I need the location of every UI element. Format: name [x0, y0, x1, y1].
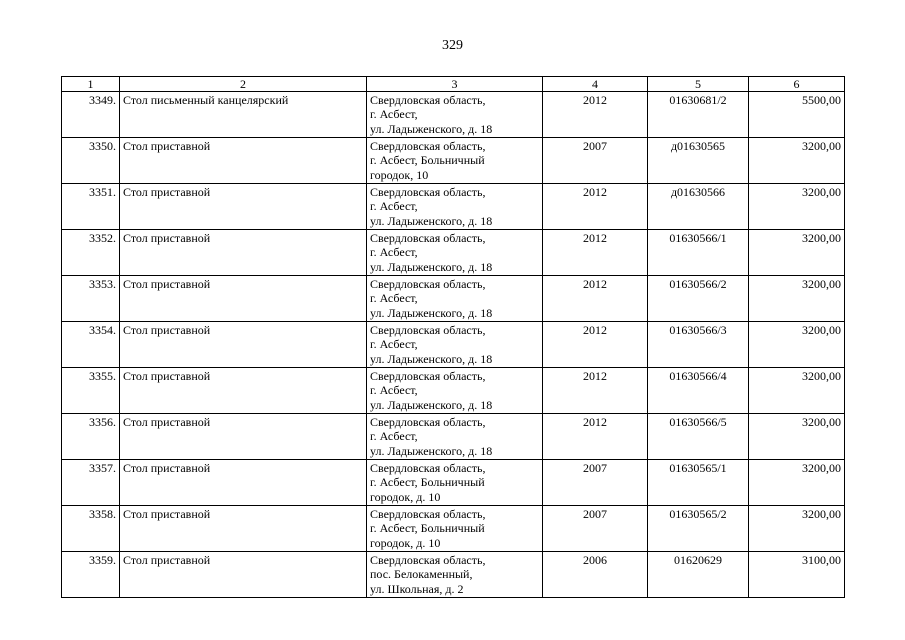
address-line: Свердловская область, [370, 369, 486, 383]
cost-cell: 3200,00 [749, 230, 845, 276]
address-line: ул. Ладыженского, д. 18 [370, 121, 493, 136]
column-header: 4 [543, 77, 648, 92]
item-name-cell: Стол приставной [120, 276, 367, 322]
address-cell [367, 184, 543, 230]
column-header: 3 [367, 77, 543, 92]
address-cell [367, 460, 543, 506]
address-line: Свердловская область, [370, 185, 486, 199]
address-line: г. Асбест, [370, 107, 418, 122]
address-line: г. Асбест, [370, 199, 418, 214]
table-row [62, 552, 845, 598]
table-row [62, 184, 845, 230]
column-header: 5 [648, 77, 749, 92]
address-line: пос. Белокаменный, [370, 567, 473, 582]
year-cell: 2006 [543, 552, 648, 598]
address-cell [367, 414, 543, 460]
item-name-cell: Стол приставной [120, 368, 367, 414]
year-cell: 2012 [543, 230, 648, 276]
cost-cell: 3100,00 [749, 552, 845, 598]
row-number-cell: 3357. [62, 460, 120, 506]
page-number: 329 [442, 38, 463, 53]
address-cell [367, 230, 543, 276]
row-number-cell: 3354. [62, 322, 120, 368]
address-line: ул. Ладыженского, д. 18 [370, 443, 493, 458]
address-line: г. Асбест, Больничный [370, 475, 485, 490]
address-line: г. Асбест, Больничный [370, 521, 485, 536]
address-line: городок, 10 [370, 167, 429, 182]
address-line: ул. Ладыженского, д. 18 [370, 259, 493, 274]
row-number-cell: 3358. [62, 506, 120, 552]
row-number-cell: 3352. [62, 230, 120, 276]
address-line: г. Асбест, [370, 383, 418, 398]
address-line: г. Асбест, [370, 291, 418, 306]
table-row [62, 506, 845, 552]
address-line: г. Асбест, [370, 337, 418, 352]
table-header-row [62, 77, 845, 92]
address-line: Свердловская область, [370, 461, 486, 475]
inventory-number-cell: 01630566/1 [648, 230, 749, 276]
inventory-number-cell: 01630566/2 [648, 276, 749, 322]
column-header: 6 [749, 77, 845, 92]
item-name-cell: Стол приставной [120, 414, 367, 460]
year-cell: 2012 [543, 92, 648, 138]
year-cell: 2012 [543, 184, 648, 230]
row-number-cell: 3355. [62, 368, 120, 414]
inventory-number-cell: 01630566/5 [648, 414, 749, 460]
inventory-number-cell: 01630681/2 [648, 92, 749, 138]
table-row [62, 92, 845, 138]
year-cell: 2007 [543, 506, 648, 552]
address-line: Свердловская область, [370, 139, 486, 153]
cost-cell: 3200,00 [749, 460, 845, 506]
cost-cell: 3200,00 [749, 506, 845, 552]
address-cell [367, 368, 543, 414]
address-cell [367, 276, 543, 322]
inventory-number-cell: 01620629 [648, 552, 749, 598]
address-line: Свердловская область, [370, 93, 486, 107]
address-line: Свердловская область, [370, 507, 486, 521]
address-cell [367, 138, 543, 184]
address-line: ул. Ладыженского, д. 18 [370, 213, 493, 228]
inventory-number-cell: 01630566/4 [648, 368, 749, 414]
year-cell: 2007 [543, 460, 648, 506]
cost-cell: 3200,00 [749, 184, 845, 230]
address-line: городок, д. 10 [370, 489, 441, 504]
row-number-cell: 3356. [62, 414, 120, 460]
address-cell [367, 322, 543, 368]
address-line: г. Асбест, [370, 429, 418, 444]
address-line: г. Асбест, [370, 245, 418, 260]
address-cell [367, 506, 543, 552]
address-line: Свердловская область, [370, 277, 486, 291]
cost-cell: 3200,00 [749, 322, 845, 368]
year-cell: 2007 [543, 138, 648, 184]
table-row [62, 276, 845, 322]
item-name-cell: Стол приставной [120, 322, 367, 368]
address-line: ул. Ладыженского, д. 18 [370, 351, 493, 366]
item-name-cell: Стол приставной [120, 506, 367, 552]
address-line: Свердловская область, [370, 415, 486, 429]
inventory-number-cell: д01630566 [648, 184, 749, 230]
column-header: 1 [62, 77, 120, 92]
address-cell [367, 552, 543, 598]
cost-cell: 3200,00 [749, 368, 845, 414]
table-row [62, 138, 845, 184]
address-line: Свердловская область, [370, 323, 486, 337]
table-row [62, 460, 845, 506]
column-header: 2 [120, 77, 367, 92]
year-cell: 2012 [543, 322, 648, 368]
cost-cell: 3200,00 [749, 414, 845, 460]
table-row [62, 322, 845, 368]
item-name-cell: Стол приставной [120, 552, 367, 598]
address-line: ул. Ладыженского, д. 18 [370, 305, 493, 320]
address-line: ул. Школьная, д. 2 [370, 581, 464, 596]
address-line: г. Асбест, Больничный [370, 153, 485, 168]
inventory-number-cell: 01630565/2 [648, 506, 749, 552]
item-name-cell: Стол приставной [120, 460, 367, 506]
cost-cell: 3200,00 [749, 276, 845, 322]
address-line: Свердловская область, [370, 553, 486, 567]
year-cell: 2012 [543, 368, 648, 414]
property-registry-table [61, 76, 845, 598]
table-row [62, 368, 845, 414]
row-number-cell: 3350. [62, 138, 120, 184]
year-cell: 2012 [543, 414, 648, 460]
address-line: ул. Ладыженского, д. 18 [370, 397, 493, 412]
item-name-cell: Стол приставной [120, 138, 367, 184]
table-row [62, 414, 845, 460]
row-number-cell: 3351. [62, 184, 120, 230]
item-name-cell: Стол приставной [120, 230, 367, 276]
row-number-cell: 3353. [62, 276, 120, 322]
item-name-cell: Стол приставной [120, 184, 367, 230]
inventory-number-cell: д01630565 [648, 138, 749, 184]
address-line: Свердловская область, [370, 231, 486, 245]
cost-cell: 3200,00 [749, 138, 845, 184]
inventory-number-cell: 01630565/1 [648, 460, 749, 506]
address-cell [367, 92, 543, 138]
row-number-cell: 3349. [62, 92, 120, 138]
inventory-number-cell: 01630566/3 [648, 322, 749, 368]
item-name-cell: Стол письменный канцелярский [120, 92, 367, 138]
address-line: городок, д. 10 [370, 535, 441, 550]
cost-cell: 5500,00 [749, 92, 845, 138]
row-number-cell: 3359. [62, 552, 120, 598]
year-cell: 2012 [543, 276, 648, 322]
table-row [62, 230, 845, 276]
